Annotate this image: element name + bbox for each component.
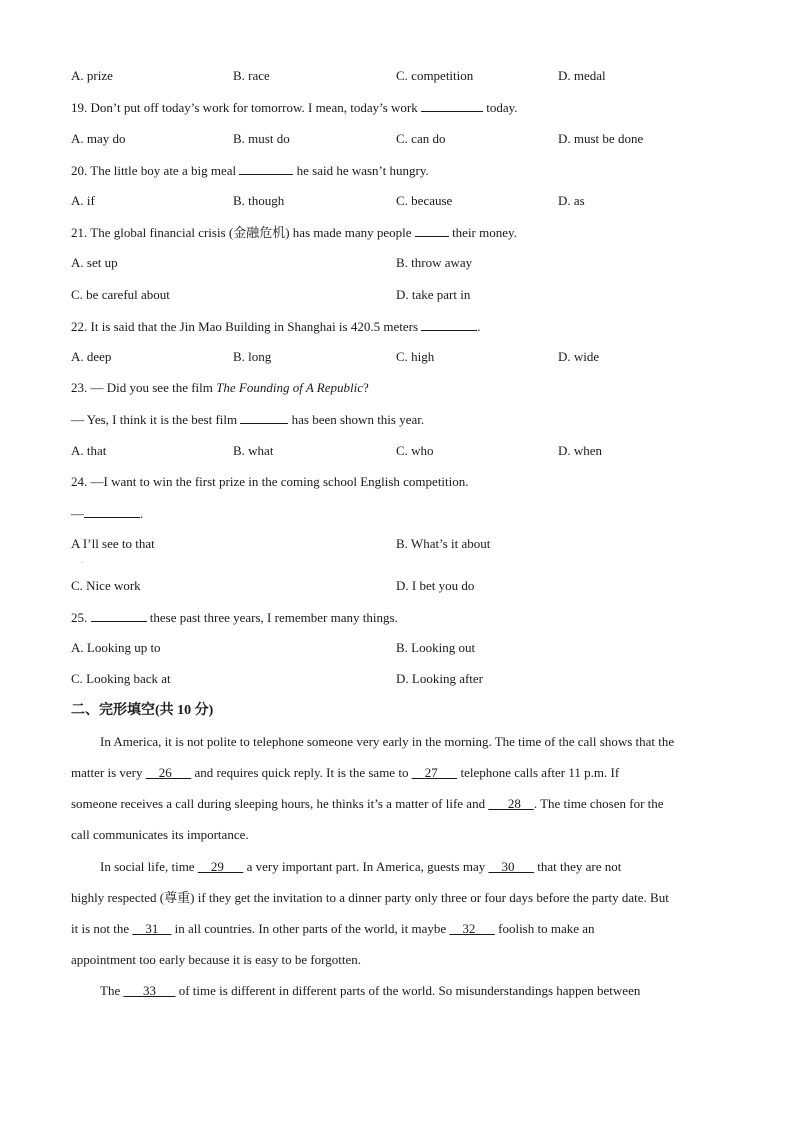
q24-stem-line2 bbox=[71, 505, 143, 522]
q23-option-b: B. what bbox=[233, 443, 274, 458]
q21-option-d: D. take part in bbox=[396, 287, 471, 302]
q19-stem-text: 19. Don’t put off today’s work for tomorrow. I mean, today’s work bbox=[71, 100, 418, 115]
cloze-blank-31-number: 31 bbox=[145, 921, 159, 936]
q25-stem-text: these past three years, I remember many things. bbox=[149, 610, 398, 625]
cloze-p2-line2: highly respected (尊重) if they get the invitation to a dinner party only three or four days before the party date. But bbox=[71, 890, 669, 905]
q22-option-b: B. long bbox=[233, 349, 272, 364]
q23-film-title: The Founding of A Republic bbox=[216, 380, 363, 395]
q25-blank bbox=[91, 609, 147, 622]
cloze-text: matter is very bbox=[71, 765, 143, 780]
q24-option-a: A I’ll see to that bbox=[71, 536, 155, 551]
cloze-text: foolish to make an bbox=[498, 921, 595, 936]
q21-option-a: A. set up bbox=[71, 255, 118, 270]
q21-option-b: B. throw away bbox=[396, 255, 473, 270]
q22-stem-text: 22. It is said that the Jin Mao Building in Shanghai is 420.5 meters bbox=[71, 319, 419, 334]
q22-option-c: C. high bbox=[396, 349, 435, 364]
q18-option-b: B. race bbox=[233, 68, 270, 83]
cloze-text: telephone calls after 11 p.m. If bbox=[460, 765, 620, 780]
q24-option-c: C. Nice work bbox=[71, 578, 141, 593]
q21-stem bbox=[71, 224, 517, 241]
cloze-p2-line1 bbox=[100, 859, 721, 875]
section-heading: 二、完形填空(共 10 分) bbox=[71, 703, 214, 718]
q22-option-d: D. wide bbox=[558, 349, 600, 364]
q19-stem-end: today. bbox=[486, 100, 518, 115]
q22-stem bbox=[71, 318, 481, 335]
q23-blank bbox=[240, 411, 288, 424]
q20-option-b: B. though bbox=[233, 193, 285, 208]
q24-reply-dash: — bbox=[71, 506, 84, 521]
q24-option-d: D. I bet you do bbox=[396, 578, 475, 593]
q19-option-a: A. may do bbox=[71, 131, 126, 146]
cloze-p2-line4: appointment too early because it is easy to be forgotten. bbox=[71, 952, 362, 967]
q19-blank bbox=[421, 99, 483, 112]
q18-option-c: C. competition bbox=[396, 68, 474, 83]
q23-stem-text: 23. — Did you see the film bbox=[71, 380, 213, 395]
cloze-text: In social life, time bbox=[100, 859, 195, 874]
q18-option-a: A. prize bbox=[71, 68, 113, 83]
cloze-blank-27 bbox=[412, 765, 458, 780]
q20-stem bbox=[71, 162, 429, 179]
cloze-blank-33 bbox=[123, 983, 175, 998]
cloze-blank-28 bbox=[488, 796, 534, 811]
cloze-blank-32-number: 32 bbox=[462, 921, 476, 936]
q24-blank bbox=[84, 505, 140, 518]
q23-option-d: D. when bbox=[558, 443, 603, 458]
q21-blank bbox=[415, 224, 449, 237]
q20-option-d: D. as bbox=[558, 193, 585, 208]
cloze-blank-26-number: 26 bbox=[158, 765, 172, 780]
q19-option-c: C. can do bbox=[396, 131, 446, 146]
q20-option-a: A. if bbox=[71, 193, 95, 208]
q25-option-d: D. Looking after bbox=[396, 671, 484, 686]
q24-option-a-dot: · bbox=[81, 560, 83, 566]
q20-stem-end: he said he wasn’t hungry. bbox=[296, 163, 429, 178]
q24-reply-end: . bbox=[140, 506, 144, 521]
cloze-p1-line4: call communicates its importance. bbox=[71, 827, 249, 842]
q25-number: 25. bbox=[71, 610, 88, 625]
cloze-blank-27-number: 27 bbox=[424, 765, 438, 780]
q19-option-b: B. must do bbox=[233, 131, 290, 146]
cloze-p1-line2 bbox=[71, 765, 721, 781]
cloze-text: . The time chosen for the bbox=[533, 796, 664, 811]
q20-blank bbox=[239, 162, 293, 175]
cloze-blank-29-number: 29 bbox=[210, 859, 224, 874]
cloze-text: someone receives a call during sleeping hours, he thinks it’s a matter of life and bbox=[71, 796, 486, 811]
q23-stem-line1 bbox=[71, 380, 369, 396]
cloze-text: it is not the bbox=[71, 921, 130, 936]
q22-blank bbox=[421, 318, 477, 331]
q23-reply-text: — Yes, I think it is the best film bbox=[71, 412, 238, 427]
cloze-blank-31 bbox=[132, 921, 171, 936]
cloze-blank-33-number: 33 bbox=[142, 983, 156, 998]
q24-option-b: B. What’s it about bbox=[396, 536, 491, 551]
cloze-p3-line1 bbox=[100, 983, 721, 999]
q19-option-d: D. must be done bbox=[558, 131, 644, 146]
cloze-text: of time is different in different parts of the world. So misunderstandings happen between bbox=[178, 983, 641, 998]
cloze-blank-28-number: 28 bbox=[507, 796, 521, 811]
q20-stem-text: 20. The little boy ate a big meal bbox=[71, 163, 237, 178]
q21-stem-text: 21. The global financial crisis (金融危机) has made many people bbox=[71, 225, 412, 240]
cloze-blank-30 bbox=[488, 859, 534, 874]
q24-stem-line1: 24. —I want to win the first prize in the coming school English competition. bbox=[71, 474, 469, 489]
q23-option-a: A. that bbox=[71, 443, 107, 458]
q23-reply-end: has been shown this year. bbox=[291, 412, 425, 427]
q25-stem bbox=[71, 609, 398, 626]
q22-stem-end: . bbox=[477, 319, 481, 334]
q23-stem-line2 bbox=[71, 411, 424, 428]
q25-option-b: B. Looking out bbox=[396, 640, 476, 655]
q23-option-c: C. who bbox=[396, 443, 434, 458]
q19-stem bbox=[71, 99, 518, 116]
cloze-blank-32 bbox=[449, 921, 495, 936]
q23-stem-end: ? bbox=[363, 380, 369, 395]
cloze-text: that they are not bbox=[537, 859, 622, 874]
q20-option-c: C. because bbox=[396, 193, 453, 208]
q22-option-a: A. deep bbox=[71, 349, 112, 364]
q21-option-c: C. be careful about bbox=[71, 287, 170, 302]
cloze-blank-29 bbox=[198, 859, 244, 874]
cloze-blank-26 bbox=[146, 765, 192, 780]
cloze-p2-line3 bbox=[71, 921, 721, 937]
q25-option-a: A. Looking up to bbox=[71, 640, 161, 655]
q18-option-d: D. medal bbox=[558, 68, 606, 83]
cloze-p1-line3 bbox=[71, 796, 721, 812]
cloze-text: and requires quick reply. It is the same to bbox=[194, 765, 409, 780]
q21-stem-end: their money. bbox=[452, 225, 517, 240]
cloze-blank-30-number: 30 bbox=[501, 859, 515, 874]
cloze-text: in all countries. In other parts of the world, it maybe bbox=[174, 921, 447, 936]
cloze-text: The bbox=[100, 983, 121, 998]
q25-option-c: C. Looking back at bbox=[71, 671, 171, 686]
cloze-p1-line1: In America, it is not polite to telephone someone very early in the morning. The time of the call shows that the bbox=[100, 734, 675, 749]
cloze-text: a very important part. In America, guests may bbox=[246, 859, 486, 874]
